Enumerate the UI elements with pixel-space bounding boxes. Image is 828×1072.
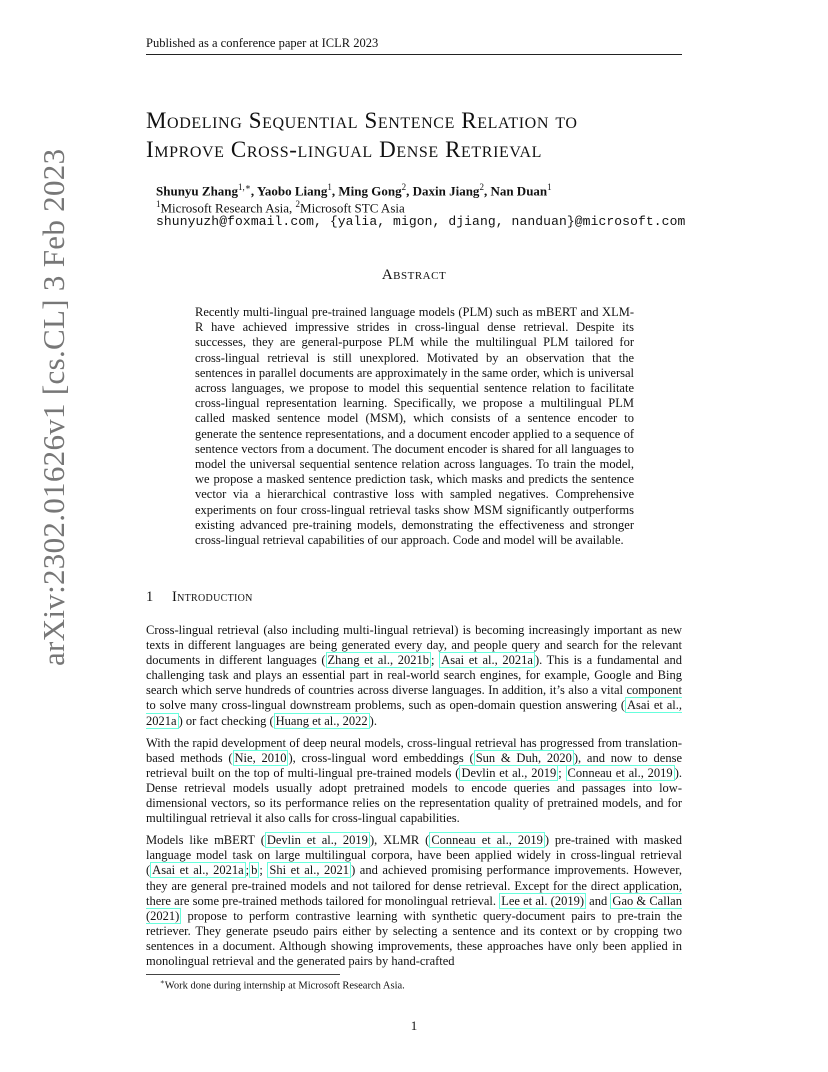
abstract-heading: Abstract bbox=[381, 267, 447, 283]
footnote-mark: ∗ bbox=[160, 978, 165, 986]
affiliation-mark: 1 bbox=[156, 199, 161, 209]
section-title: Introduction bbox=[172, 589, 253, 605]
citation-link[interactable]: Asai et al., 2021a bbox=[441, 653, 533, 668]
author-name: Nan Duan bbox=[490, 183, 548, 199]
affiliation-name: Microsoft STC Asia bbox=[300, 200, 405, 216]
paper-title bbox=[146, 106, 706, 164]
author-affiliation-mark: 1 bbox=[547, 182, 552, 192]
affiliation-name: Microsoft Research Asia bbox=[160, 200, 290, 216]
running-header: Published as a conference paper at ICLR 2023 bbox=[146, 36, 379, 50]
title-line-2: Improve Cross-lingual Dense Retrieval bbox=[146, 137, 542, 162]
introduction-body bbox=[146, 623, 682, 976]
affiliation-mark: 2 bbox=[295, 199, 301, 209]
citation-link[interactable]: Nie, 2010 bbox=[234, 750, 287, 765]
abstract-body: Recently multi-lingual pre-trained language models (PLM) such as mBERT and XLM-R have achieved impressive strides in cross-lingual dense retrieval. Despite its successes, they are general-purpose PLM while the multilingual PLM tailored for cross-lingual retrieval is still unexplored. Motivated by an observation that the sentences in parallel documents are approximately in the same order, which is universal across languages, we propose to model this sequential sentence relation to facilitate cross-lingual representation learning. Specifically, we propose a multilingual PLM called masked sentence model (MSM), which consists of a sentence encoder to generate the sentence representations, and a document encoder applied to a sequence of sentence vectors from a document. The document encoder is shared for all languages to model the universal sequential sentence relation across languages. To train the model, we propose a masked sentence prediction task, which masks and predicts the sentence vector via a hierarchical contrastive loss with sampled negatives. Comprehensive experiments on four cross-lingual retrieval tasks show MSM significantly outperforms existing advanced pre-training models, demonstrating the effectiveness and stronger cross-lingual retrieval capabilities of our approach. Code and model will be available. bbox=[195, 305, 634, 548]
footnote bbox=[160, 978, 405, 992]
author-list: Shunyu Zhang$^{1,∗}$, Yaobo Liang$^1$, Ming Gong$^2$, Daxin Jiang$^2$, Nan Duan$^1$ bbox=[156, 182, 552, 199]
footnote-text: Work done during internship at Microsoft Research Asia. bbox=[164, 980, 405, 992]
footnote-rule bbox=[146, 974, 340, 975]
author-affiliation-mark: 2 bbox=[401, 182, 407, 192]
author-emails: shunyuzh@foxmail.com, {yalia, migon, djiang, nanduan}@microsoft.com bbox=[156, 214, 686, 229]
citation-link[interactable]: Huang et al., 2022 bbox=[275, 713, 368, 728]
citation-link[interactable]: Sun & Duh, 2020 bbox=[475, 750, 572, 765]
paragraph: Cross-lingual retrieval (also including multi-lingual retrieval) is becoming increasingly important as new texts in different languages are being generated every day, and people query and search for the relevant documents in different languages ( Zhang et al., 2021b ; Asai et al., 2021a ). This is a fundamental and challenging task and plays an essential part in real-world search engines, for example, Google and Bing search which serve hundreds of countries across diverse languages. In addition, it’s also a vital component to solve many cross-lingual downstream problems, such as open-domain question answering ( Asai et al., 2021a ) or fact checking ( Huang et al., 2022 ). bbox=[146, 623, 682, 728]
section-heading-introduction bbox=[146, 589, 253, 606]
citation-link[interactable]: Conneau et al., 2019 bbox=[567, 765, 673, 780]
citation-link[interactable]: Shi et al., 2021 bbox=[269, 863, 350, 878]
author-name: Shunyu Zhang bbox=[156, 183, 239, 199]
author-affiliation-mark: 1,∗ bbox=[238, 182, 251, 192]
arxiv-stamp: arXiv:2302.01626v1 [cs.CL] 3 Feb 2023 bbox=[36, 148, 71, 666]
paragraph: With the rapid development of deep neural models, cross-lingual retrieval has progressed from translation-based methods ( Nie, 2010 ), cross-lingual word embeddings ( Sun & Duh, 2020 ), and now to dense retrieval built on the top of multi-lingual pre-trained models ( Devlin et al., 2019 ; Conneau et al., 2019 ). Dense retrieval models usually adopt pretrained models to encode queries and passages into low-dimensional vectors, so its performance relies on the representation quality of pretrained models, and for multilingual retrieval it also calls for cross-lingual capabilities. bbox=[146, 735, 682, 826]
section-number: 1 bbox=[146, 589, 154, 605]
title-line-1: Modeling Sequential Sentence Relation to bbox=[146, 108, 578, 133]
author-affiliation-mark: 2 bbox=[479, 182, 484, 192]
author-name: Yaobo Liang bbox=[256, 183, 328, 199]
citation-link[interactable]: b bbox=[251, 863, 258, 878]
citation-link[interactable]: Asai et al., 2021a bbox=[152, 863, 244, 878]
citation-link[interactable]: Conneau et al., 2019 bbox=[431, 833, 543, 848]
citation-link[interactable]: Asai et al., 2021a bbox=[146, 698, 682, 728]
citation-link[interactable]: Devlin et al., 2019 bbox=[266, 833, 368, 848]
citation-link[interactable]: Zhang et al., 2021b bbox=[327, 653, 430, 668]
page-number: 1 bbox=[410, 1018, 418, 1033]
affiliations: $^1$Microsoft Research Asia, $^2$Microsoft STC Asia bbox=[156, 199, 405, 216]
citation-link[interactable]: Devlin et al., 2019 bbox=[461, 765, 557, 780]
paragraph: Models like mBERT ( Devlin et al., 2019 ), XLMR ( Conneau et al., 2019 ) pre-trained with masked language model task on large multilingual corpora, have been applied widely in cross-lingual retrieval ( Asai et al., 2021a ; b ; Shi et al., 2021 ) and achieved promising performance improvements. However, they are general pre-trained models and not tailored for dense retrieval. Except for the direct application, there are some pre-trained methods tailored for monolingual retrieval. Lee et al. (2019) and Gao & Callan (2021) propose to perform contrastive learning with synthetic query-document pairs to pre-train the retriever. They generate pseudo pairs either by selecting a sentence and its context or by cropping two sentences in a document. Although showing improvements, these approaches have only been applied in monolingual retrieval and the generated pairs by hand-crafted bbox=[146, 833, 682, 968]
author-name: Ming Gong bbox=[338, 183, 402, 199]
author-name: Daxin Jiang bbox=[412, 183, 480, 199]
author-affiliation-mark: 1 bbox=[327, 182, 332, 192]
citation-link[interactable]: Gao & Callan (2021) bbox=[146, 893, 682, 923]
header-rule bbox=[146, 54, 682, 55]
citation-link[interactable]: Lee et al. (2019) bbox=[501, 893, 584, 908]
